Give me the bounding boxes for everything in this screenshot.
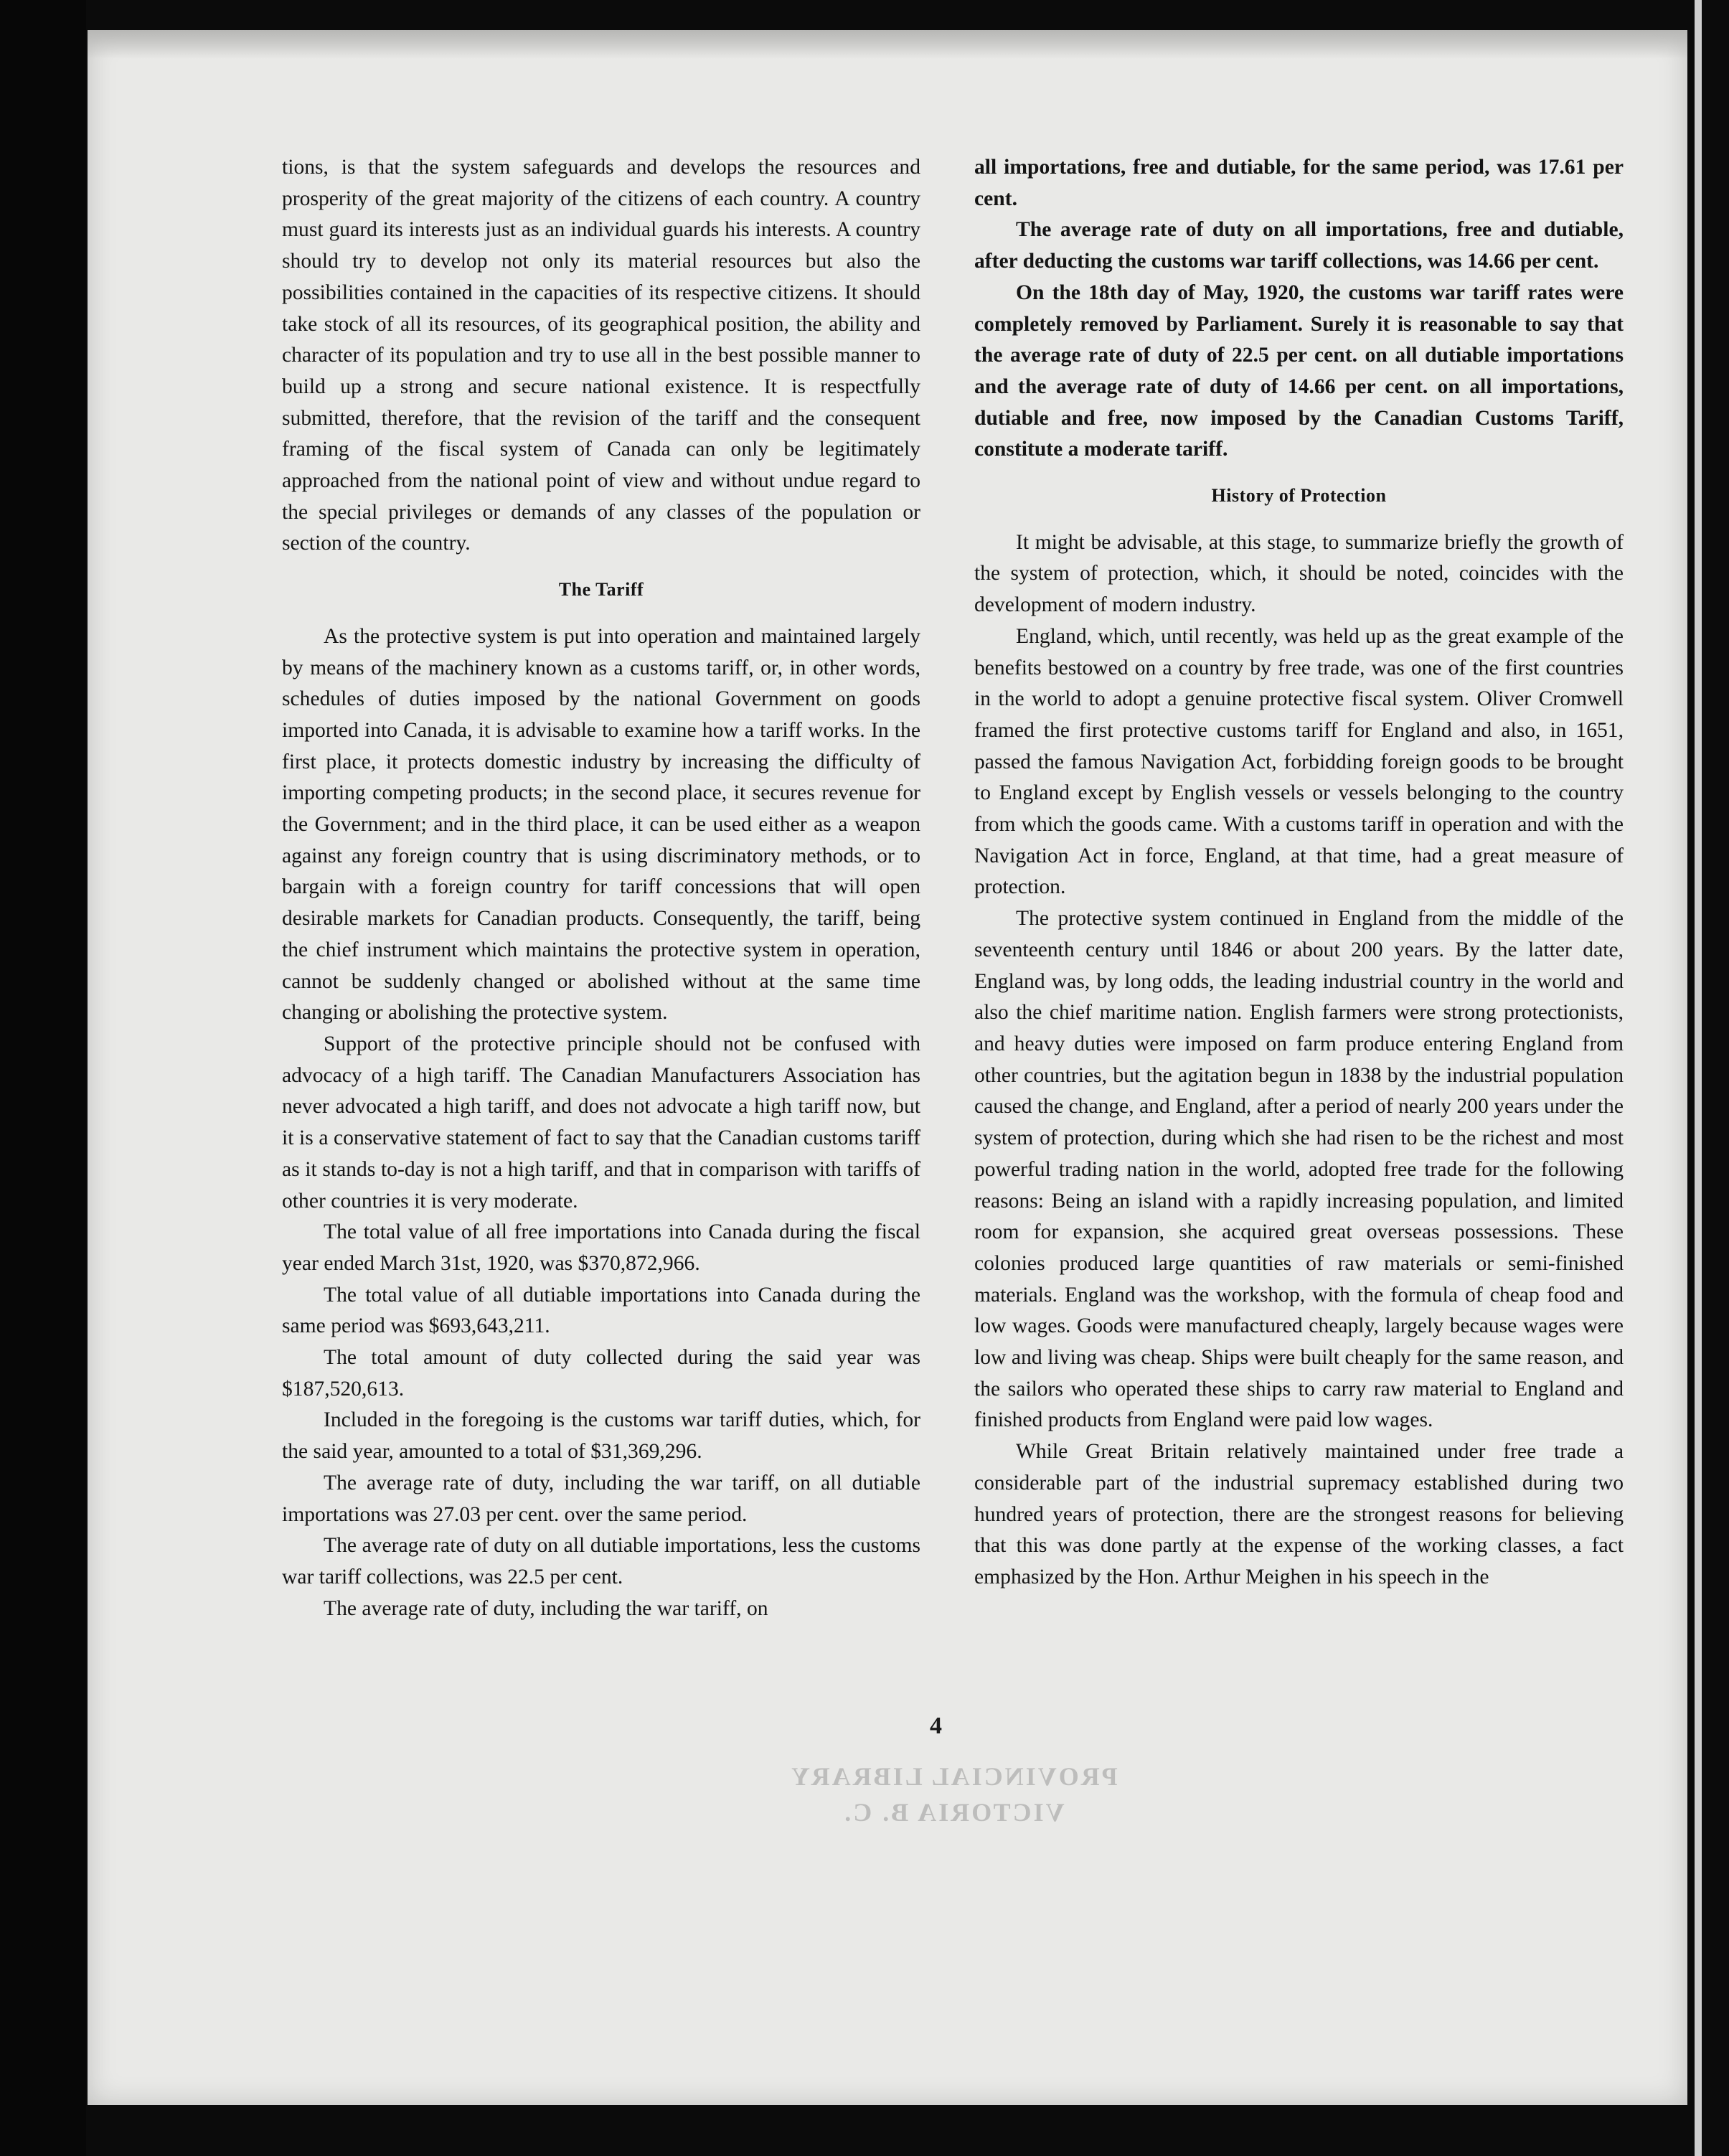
paragraph: The total amount of duty collected during the said year was $187,520,613. <box>282 1346 920 1401</box>
paragraph: On the 18th day of May, 1920, the customs war tariff rates were completely removed by Parliament. Surely it is reasonable to say that the average rate of duty of 22.5 per cent. on all dutiable importations and the average rate of duty of 14.66 per cent. on all importations, dutiable and free, now imposed by the Canadian Customs Tariff, constitute a moderate tariff. <box>974 281 1624 461</box>
paragraph: The total value of all free importations into Canada during the fiscal year ended March 31st, 1920, was $370,872,966. <box>282 1220 920 1275</box>
left-text-column <box>282 152 920 1624</box>
paragraph: The average rate of duty, including the war tariff, on <box>324 1596 768 1620</box>
paragraph: Support of the protective principle should not be confused with advocacy of a high tariff. The Canadian Manufacturers Association has never advocated a high tariff, and does not advocate a high tariff now, but it is a conservative statement of fact to say that the Canadian customs tariff as it stands to-day is not a high tariff, and that in comparison with tariffs of other countries it is very moderate. <box>282 1032 920 1213</box>
scan-edge-bar <box>1695 0 1702 2156</box>
paragraph: The total value of all dutiable importations into Canada during the same period was $693,643,211. <box>282 1283 920 1338</box>
paragraph: tions, is that the system safeguards and develops the resources and prosperity of the great majority of the citizens of each country. A country must guard its interests just as an individual guards his interests. A country should try to develop not only its material resources but also the possibilities contained in the capacities of its respective citizens. It should take stock of all its resources, of its geographical position, the ability and character of its population and try to use all in the best possible manner to build up a strong and secure national existence. It is respectfully submitted, therefore, that the revision of the tariff and the consequent framing of the fiscal system of Canada can only be legitimately approached from the national point of view and without undue regard to the special privileges or demands of any classes of the population or section of the country. <box>282 156 920 555</box>
section-heading-history: History of Protection <box>1211 485 1387 507</box>
page-number: 4 <box>930 1713 942 1739</box>
paragraph: The protective system continued in England from the middle of the seventeenth century until 1846 or about 200 years. By the latter date, England was, by long odds, the leading industrial country in the world and also the chief maritime nation. English farmers were strong protectionists, and heavy duties were imposed on farm produce entering England from other countries, but the agitation begun in 1838 by the industrial population caused the change, and England, after a period of nearly 200 years under the system of protection, during which she had risen to be the richest and most powerful trading nation in the world, adopted free trade for the following reasons: Being an island with a rapidly increasing population, and limited room for expansion, she acquired great overseas possessions. These colonies produced large quantities of raw materials or semi-finished materials. England was the workshop, with the formula of cheap food and low wages. Goods were manufactured cheaply, largely because wages were low and living was cheap. Ships were built cheaply for the same reason, and the sailors who operated these ships to carry raw material to England and finished products from England were paid low wages. <box>974 907 1624 1432</box>
paragraph: The average rate of duty, including the war tariff, on all dutiable importations was 27.03 per cent. over the same period. <box>282 1471 920 1526</box>
scan-background <box>0 0 86 2156</box>
paragraph: While Great Britain relatively maintained under free trade a considerable part of the industrial supremacy established during two hundred years of protection, there are the strongest reasons for believing that this was done partly at the expense of the working classes, a fact emphasized by the Hon. Arthur Meighen in his speech in the <box>974 1440 1624 1588</box>
paragraph: The average rate of duty on all dutiable importations, less the customs war tariff collections, was 22.5 per cent. <box>282 1534 920 1588</box>
stamp-line: PROVINCIAL LIBRARY <box>789 1762 1118 1791</box>
paragraph: England, which, until recently, was held up as the great example of the benefits bestowed on a country by free trade, was one of the first countries in the world to adopt a genuine protective fiscal system. Oliver Cromwell framed the first protective customs tariff for England and also, in 1651, passed the famous Navigation Act, forbidding foreign goods to be brought to England except by English vessels or vessels belonging to the country from which the goods came. With a customs tariff in operation and with the Navigation Act in force, England, at that time, had a great measure of protection. <box>974 624 1624 899</box>
paragraph: The average rate of duty on all importations, free and dutiable, after deducting the customs war tariff collections, was 14.66 per cent. <box>974 218 1624 273</box>
stamp-line: VICTORIA B. C. <box>842 1798 1065 1827</box>
section-heading-tariff: The Tariff <box>558 579 644 601</box>
library-stamp <box>789 1761 1118 1833</box>
paragraph: It might be advisable, at this stage, to summarize briefly the growth of the system of protection, which, it should be noted, coincides with the development of modern industry. <box>974 530 1624 617</box>
paragraph: Included in the foregoing is the customs war tariff duties, which, for the said year, amounted to a total of $31,369,296. <box>282 1408 920 1464</box>
paragraph: As the protective system is put into operation and maintained largely by means of the machinery known as a customs tariff, or, in other words, schedules of duties imposed by the national Government on goods imported into Canada, it is advisable to examine how a tariff works. In the first place, it protects domestic industry by increasing the difficulty of importing competing products; in the second place, it secures revenue for the Government; and in the third place, it can be used either as a weapon against any foreign country that is using discriminatory methods, or to bargain with a foreign country for tariff concessions that will open desirable markets for Canadian products. Consequently, the tariff, being the chief instrument which maintains the protective system in operation, cannot be suddenly changed or abolished without at the same time changing or abolishing the protective system. <box>282 624 920 1025</box>
paragraph: all importations, free and dutiable, for the same period, was 17.61 per cent. <box>974 156 1624 210</box>
right-text-column <box>974 152 1624 1594</box>
